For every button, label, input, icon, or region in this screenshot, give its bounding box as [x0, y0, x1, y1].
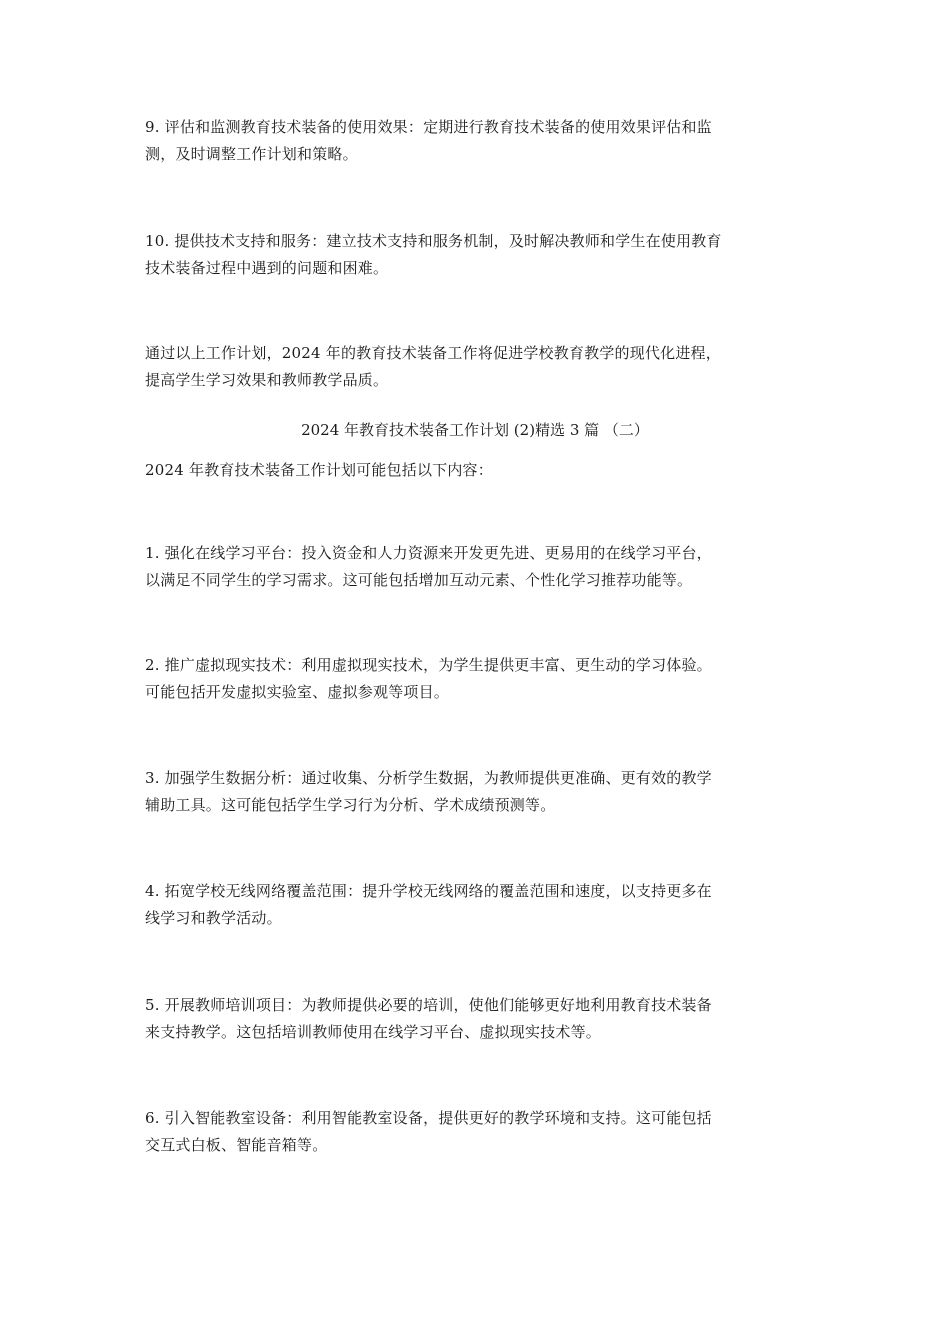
paragraph-line: 通过以上工作计划，2024 年的教育技术装备工作将促进学校教育教学的现代化进程，	[145, 344, 721, 362]
paragraph-line: 交互式白板、智能音箱等。	[145, 1136, 328, 1154]
paragraph-line: 2024 年教育技术装备工作计划可能包括以下内容：	[145, 461, 493, 479]
paragraph-line: 9. 评估和监测教育技术装备的使用效果：定期进行教育技术装备的使用效果评估和监	[145, 118, 712, 136]
list-item-3	[145, 765, 815, 819]
list-item-4	[145, 878, 815, 932]
list-item-1	[145, 540, 815, 594]
paragraph-line: 测，及时调整工作计划和策略。	[145, 145, 358, 163]
paragraph-line: 4. 拓宽学校无线网络覆盖范围：提升学校无线网络的覆盖范围和速度，以支持更多在	[145, 882, 712, 900]
paragraph-item-9	[145, 114, 815, 168]
paragraph-line: 来支持教学。这包括培训教师使用在线学习平台、虚拟现实技术等。	[145, 1023, 602, 1041]
list-item-5	[145, 992, 815, 1046]
paragraph-item-10	[145, 228, 815, 282]
paragraph-line: 1. 强化在线学习平台：投入资金和人力资源来开发更先进、更易用的在线学习平台，	[145, 544, 712, 562]
paragraph-line: 5. 开展教师培训项目：为教师提供必要的培训，使他们能够更好地利用教育技术装备	[145, 996, 712, 1014]
paragraph-line: 以满足不同学生的学习需求。这可能包括增加互动元素、个性化学习推荐功能等。	[145, 571, 693, 589]
list-item-6	[145, 1105, 815, 1159]
paragraph-line: 2. 推广虚拟现实技术：利用虚拟现实技术，为学生提供更丰富、更生动的学习体验。	[145, 656, 712, 674]
paragraph-line: 6. 引入智能教室设备：利用智能教室设备，提供更好的教学环境和支持。这可能包括	[145, 1109, 712, 1127]
paragraph-line: 提高学生学习效果和教师教学品质。	[145, 371, 389, 389]
list-item-2	[145, 652, 815, 706]
paragraph-line: 10. 提供技术支持和服务：建立技术支持和服务机制，及时解决教师和学生在使用教育	[145, 232, 722, 250]
paragraph-line: 3. 加强学生数据分析：通过收集、分析学生数据，为教师提供更准确、更有效的教学	[145, 769, 712, 787]
paragraph-line: 技术装备过程中遇到的问题和困难。	[145, 259, 389, 277]
section-title: 2024 年教育技术装备工作计划 (2)精选 3 篇 （二）	[301, 421, 649, 439]
paragraph-line: 线学习和教学活动。	[145, 909, 282, 927]
summary-paragraph	[145, 340, 815, 394]
paragraph-line: 辅助工具。这可能包括学生学习行为分析、学术成绩预测等。	[145, 796, 556, 814]
intro-paragraph	[145, 457, 815, 484]
paragraph-line: 可能包括开发虚拟实验室、虚拟参观等项目。	[145, 683, 450, 701]
